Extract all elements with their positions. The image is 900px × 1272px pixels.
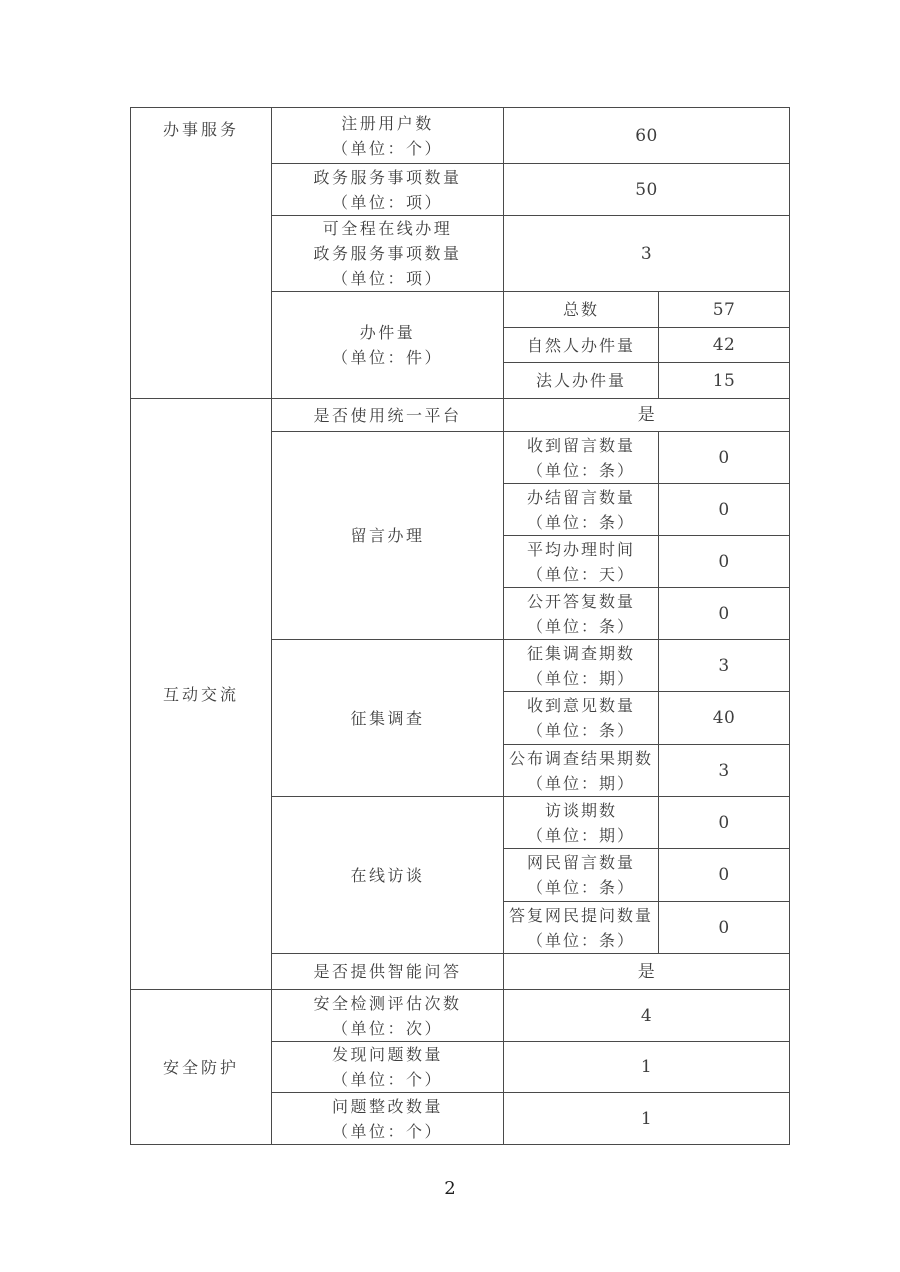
item-cell-service-items bbox=[272, 164, 504, 216]
sub-label-cell bbox=[504, 640, 659, 692]
item-label: 政务服务事项数量 bbox=[313, 167, 462, 187]
item-cell-case-volume bbox=[272, 292, 504, 399]
sub-label-cell bbox=[504, 692, 659, 745]
sub-label-cell bbox=[504, 797, 659, 849]
table-row bbox=[131, 108, 790, 164]
annual-report-table bbox=[130, 107, 790, 1145]
value-text: 3 bbox=[718, 760, 730, 781]
value-cell bbox=[659, 640, 790, 692]
value-text: 42 bbox=[712, 335, 736, 355]
item-unit: （单位：项） bbox=[331, 269, 443, 288]
sub-label-cell bbox=[504, 902, 659, 954]
value-cell bbox=[504, 164, 790, 216]
value-cell bbox=[659, 902, 790, 954]
sub-label: 网民留言数量 bbox=[526, 853, 635, 872]
value-text: 40 bbox=[712, 708, 736, 728]
sub-label: 收到意见数量 bbox=[526, 696, 635, 715]
value-cell bbox=[504, 990, 790, 1042]
item-label: 注册用户数 bbox=[341, 113, 434, 133]
sub-label: 办结留言数量 bbox=[526, 487, 635, 507]
value-text: 0 bbox=[718, 447, 730, 468]
item-label: 留言办理 bbox=[350, 526, 425, 545]
sub-label: 法人办件量 bbox=[535, 371, 626, 390]
sub-unit: （单位：条） bbox=[526, 721, 635, 740]
item-cell-interview bbox=[272, 797, 504, 954]
sub-label-cell bbox=[504, 536, 659, 588]
item-label: 是否提供智能问答 bbox=[313, 962, 462, 981]
sub-unit: （单位：条） bbox=[526, 460, 635, 480]
value-cell bbox=[659, 588, 790, 640]
sub-label: 总数 bbox=[562, 300, 599, 319]
value-cell bbox=[504, 954, 790, 990]
table-row bbox=[131, 399, 790, 432]
item-cell-problems-found bbox=[272, 1042, 504, 1093]
category-label: 互动交流 bbox=[162, 684, 239, 704]
value-text: 3 bbox=[718, 655, 730, 676]
value-text: 15 bbox=[712, 370, 736, 391]
value-cell bbox=[659, 432, 790, 484]
value-cell bbox=[504, 399, 790, 432]
item-label: 可全程在线办理 bbox=[322, 219, 453, 238]
sub-label: 公布调查结果期数 bbox=[508, 748, 653, 768]
value-text: 0 bbox=[718, 603, 730, 624]
item-cell-message-handling bbox=[272, 432, 504, 640]
value-text: 0 bbox=[718, 917, 730, 938]
sub-label: 平均办理时间 bbox=[526, 539, 635, 559]
value-text: 60 bbox=[635, 125, 658, 146]
sub-label: 公开答复数量 bbox=[526, 591, 635, 611]
value-cell bbox=[659, 363, 790, 399]
sub-label-cell bbox=[504, 292, 659, 328]
value-text: 0 bbox=[718, 812, 730, 833]
sub-label-cell bbox=[504, 363, 659, 399]
value-text: 4 bbox=[640, 1005, 653, 1026]
sub-label-cell bbox=[504, 328, 659, 363]
sub-unit: （单位：期） bbox=[526, 825, 635, 845]
category-cell-hudong bbox=[131, 399, 272, 990]
value-text: 0 bbox=[718, 551, 730, 572]
sub-label-cell bbox=[504, 432, 659, 484]
item-cell-survey bbox=[272, 640, 504, 797]
sub-unit: （单位：条） bbox=[526, 930, 635, 950]
value-cell bbox=[659, 692, 790, 745]
item-label: 办件量 bbox=[359, 323, 416, 342]
sub-label: 答复网民提问数量 bbox=[508, 905, 653, 925]
item-unit: （单位：次） bbox=[331, 1018, 443, 1038]
item-unit: （单位：项） bbox=[331, 192, 443, 212]
value-text: 3 bbox=[640, 243, 653, 264]
category-cell-banshi bbox=[131, 108, 272, 399]
value-text: 57 bbox=[712, 299, 736, 320]
value-text: 0 bbox=[718, 865, 730, 885]
value-text: 0 bbox=[718, 499, 730, 520]
value-cell bbox=[659, 536, 790, 588]
value-cell bbox=[504, 216, 790, 292]
item-cell-security-checks bbox=[272, 990, 504, 1042]
table-row bbox=[131, 990, 790, 1042]
item-label: 征集调查 bbox=[350, 708, 425, 728]
sub-unit: （单位：条） bbox=[526, 512, 635, 532]
category-label: 安全防护 bbox=[162, 1057, 239, 1077]
sub-label-cell bbox=[504, 484, 659, 536]
value-cell bbox=[659, 484, 790, 536]
item-label: 发现问题数量 bbox=[331, 1045, 443, 1064]
value-text: 1 bbox=[640, 1108, 653, 1129]
item-unit: （单位：个） bbox=[331, 1121, 443, 1141]
sub-label: 征集调查期数 bbox=[526, 643, 635, 663]
category-label: 办事服务 bbox=[162, 120, 239, 139]
value-cell bbox=[659, 745, 790, 797]
sub-label: 访谈期数 bbox=[544, 800, 617, 820]
item-unit: （单位：件） bbox=[331, 348, 443, 367]
value-cell bbox=[504, 1042, 790, 1093]
sub-unit: （单位：天） bbox=[526, 564, 635, 584]
sub-unit: （单位：条） bbox=[526, 616, 635, 636]
sub-label-cell bbox=[504, 588, 659, 640]
item-cell-registered-users bbox=[272, 108, 504, 164]
item-label: 问题整改数量 bbox=[331, 1096, 443, 1116]
sub-unit: （单位：条） bbox=[526, 878, 635, 897]
value-cell bbox=[504, 1093, 790, 1145]
item-unit: （单位：个） bbox=[331, 138, 443, 158]
value-text: 是 bbox=[637, 961, 656, 982]
item-cell-unified-platform bbox=[272, 399, 504, 432]
sub-unit: （单位：期） bbox=[526, 773, 635, 793]
item-unit: （单位：个） bbox=[331, 1070, 443, 1089]
item-label: 政务服务事项数量 bbox=[313, 244, 462, 263]
value-text: 1 bbox=[640, 1057, 653, 1077]
item-label: 是否使用统一平台 bbox=[313, 405, 462, 425]
value-text: 是 bbox=[637, 405, 656, 425]
item-cell-problems-fixed bbox=[272, 1093, 504, 1145]
sub-label: 收到留言数量 bbox=[526, 435, 635, 455]
sub-unit: （单位：期） bbox=[526, 668, 635, 688]
item-cell-online-items bbox=[272, 216, 504, 292]
value-cell bbox=[659, 797, 790, 849]
category-cell-anquan bbox=[131, 990, 272, 1145]
value-cell bbox=[659, 292, 790, 328]
sub-label-cell bbox=[504, 745, 659, 797]
sub-label-cell bbox=[504, 849, 659, 902]
item-cell-smart-qa bbox=[272, 954, 504, 990]
value-cell bbox=[659, 328, 790, 363]
page-number: 2 bbox=[444, 1178, 456, 1199]
item-label: 安全检测评估次数 bbox=[313, 993, 462, 1013]
sub-label: 自然人办件量 bbox=[526, 335, 635, 355]
value-cell bbox=[659, 849, 790, 902]
value-text: 50 bbox=[635, 179, 658, 200]
item-label: 在线访谈 bbox=[350, 865, 425, 885]
value-cell bbox=[504, 108, 790, 164]
